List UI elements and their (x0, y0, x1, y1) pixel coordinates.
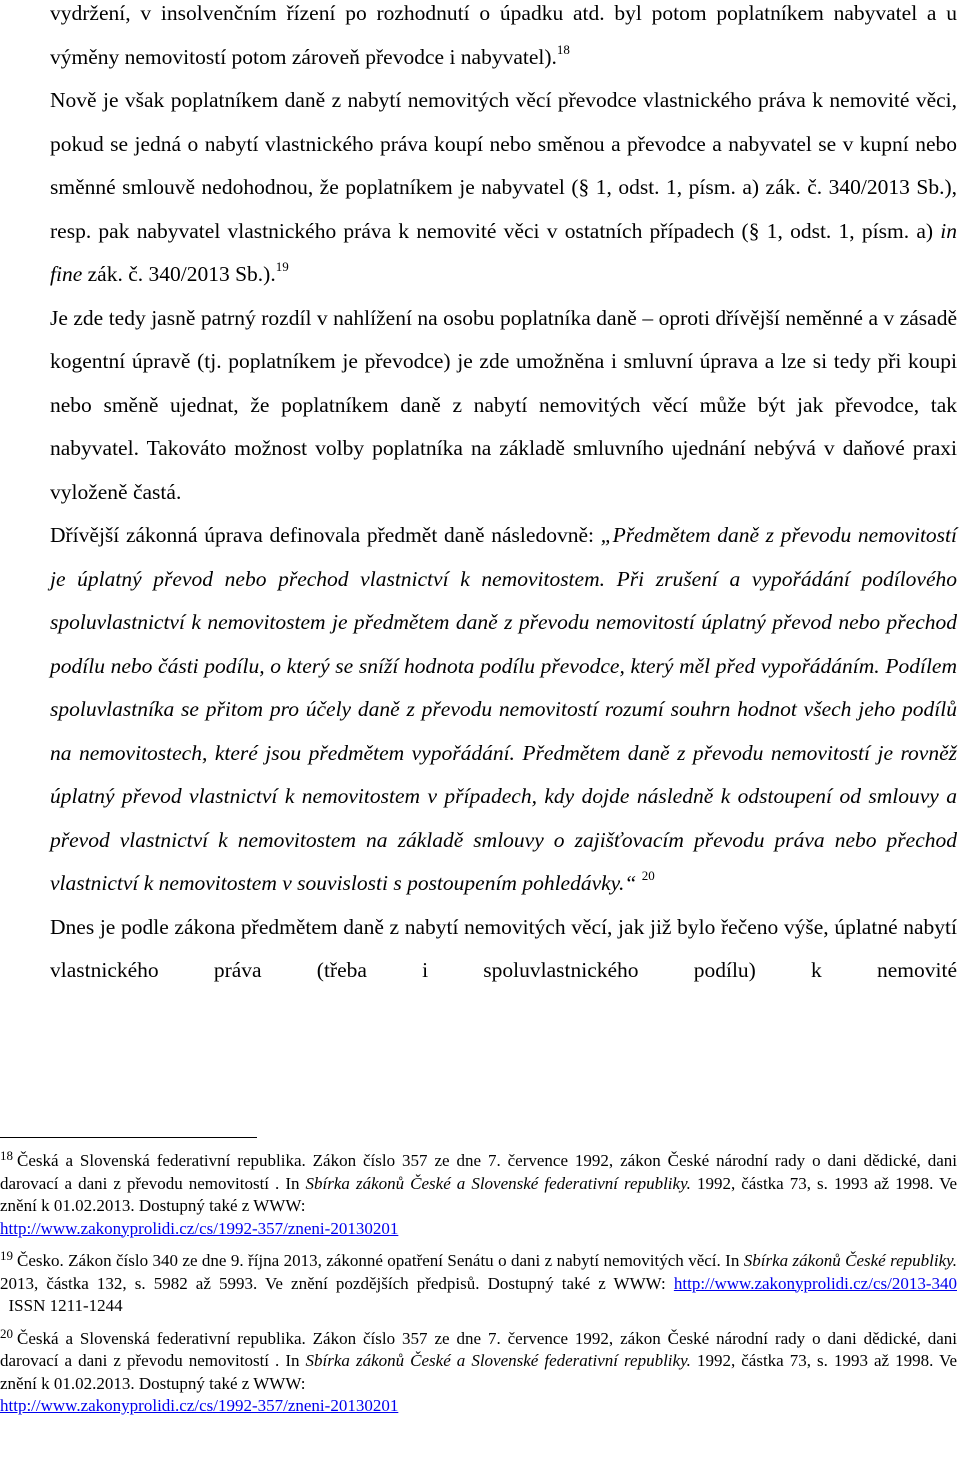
paragraph-4-text: Dřívější zákonná úprava definovala předmět daně následovně: (50, 523, 601, 547)
footnote-text-a: Česká a Slovenská federativní republika. Zákon číslo 357 ze dne 7. července 1992, zákon České národní rady o dani dědické, dani darovací a dani z převodu nemovitostí . In (0, 1328, 957, 1370)
paragraph-3 (50, 297, 957, 515)
paragraph-5 (50, 906, 957, 993)
footnote-source-italic: Sbírka zákonů České a Slovenské federativní republiky. (305, 1351, 691, 1370)
footnote-20 (0, 1325, 958, 1418)
footnotes-section (0, 1137, 957, 1418)
footnote-source-italic: Sbírka zákonů České a Slovenské federativní republiky. (305, 1173, 691, 1193)
footnote-text-a: Česko. Zákon číslo 340 ze dne 9. října 2013, zákonné opatření Senátu o dani z nabytí nemovitých věcí. In (17, 1251, 744, 1270)
footnote-ref-18[interactable]: 18 (556, 41, 570, 57)
footnote-number: 20 (0, 1325, 13, 1341)
paragraph-5-text: Dnes je podle zákona předmětem daně z nabytí nemovitých věcí, jak již bylo řečeno výše, úplatné nabytí vlastnického práva (třeba i spoluvlastnického podílu) k nemovité (50, 914, 957, 982)
paragraph-2-text-b: zák. č. 340/2013 Sb.). (82, 262, 276, 286)
footnote-19 (0, 1250, 957, 1318)
footnote-text-b: 1992, částka 73, s. 1993 až 1998. Ve znění k 01.02.2013. Dostupný také z WWW: (0, 1173, 958, 1215)
footnote-tail: ISSN 1211-1244 (0, 1296, 123, 1315)
footnote-18 (0, 1150, 957, 1240)
paragraph-4 (50, 514, 957, 906)
footnote-link[interactable]: http://www.zakonyprolidi.cz/cs/1992-357/zneni-20130201 (0, 1218, 399, 1238)
footnote-ref-20[interactable]: 20 (641, 868, 655, 883)
paragraph-3-text: Je zde tedy jasně patrný rozdíl v nahlížení na osobu poplatníka daně – oproti dřívější neměnné a v zásadě kogentní úpravě (tj. poplatníkem je převodce) je zde umožněna i smluvní úprava a lze si tedy při koupi nebo směně ujednat, že poplatníkem daně z nabytí nemovitých věcí může být jak převodce, tak nabyvatel. Takováto možnost volby poplatníka na základě smluvního ujednání nebývá v daňové praxi vyloženě častá. (50, 305, 957, 504)
paragraph-1 (50, 0, 957, 79)
footnote-number: 18 (0, 1148, 13, 1163)
paragraph-2 (50, 79, 957, 297)
paragraph-2-italic: in fine (50, 218, 957, 286)
paragraph-2-text-a: Nově je však poplatníkem daně z nabytí nemovitých věcí převodce vlastnického práva k nemovité věci, pokud se jedná o nabytí vlastnického práva koupí nebo směnou a převodce a nabyvatel se v kupní nebo směnné smlouvě nedohodnou, že poplatníkem je nabyvatel (§ 1, odst. 1, písm. a) zák. č. 340/2013 Sb.), resp. pak nabyvatel vlastnického práva k nemovité věci v ostatních případech (§ 1, odst. 1, písm. a) (50, 88, 957, 243)
footnote-text-b: 1992, částka 73, s. 1993 až 1998. Ve znění k 01.02.2013. Dostupný také z WWW: (0, 1351, 958, 1393)
footnote-text-a: Česká a Slovenská federativní republika. Zákon číslo 357 ze dne 7. července 1992, zákon České národní rady o dani dědické, dani darovací a dani z převodu nemovitostí . In (0, 1151, 957, 1193)
footnote-link[interactable]: http://www.zakonyprolidi.cz/cs/1992-357/zneni-20130201 (0, 1396, 399, 1415)
footnote-source-italic: Sbírka zákonů České republiky. (743, 1251, 957, 1270)
footnote-ref-19[interactable]: 19 (275, 259, 289, 274)
footnote-text-b: 2013, částka 132, s. 5982 až 5993. Ve znění pozdějších předpisů. Dostupný také z WWW: (0, 1273, 674, 1293)
footnote-link[interactable]: http://www.zakonyprolidi.cz/cs/2013-340 (673, 1273, 957, 1293)
footnote-number: 19 (0, 1248, 13, 1263)
paragraph-4-quote: „Předmětem daně z převodu nemovitostí je úplatný převod nebo přechod vlastnictví k nemovitostem. Při zrušení a vypořádání podílového spoluvlastnictví k nemovitostem je předmětem daně z převodu nemovitostí úplatný převod nebo přechod podílu nebo části podílu, o který se sníží hodnota podílu převodce, který měl před vypořádáním. Podílem spoluvlastníka se přitom pro účely daně z převodu nemovitostí rozumí souhrn hodnot všech jeho podílů na nemovitostech, které jsou předmětem vypořádání. Předmětem daně z převodu nemovitostí je rovněž úplatný převod vlastnictví k nemovitostem v případech, kdy dojde následně k odstoupení od smlouvy a převod vlastnictví k nemovitostem na základě smlouvy o zajišťovacím převodu práva nebo přechod vlastnictví k nemovitostem v souvislosti s postoupením pohledávky.“ (50, 523, 957, 895)
paragraph-1-text: vydržení, v insolvenčním řízení po rozhodnutí o úpadku atd. byl potom poplatníkem nabyvatel a u výměny nemovitostí potom zároveň převodce i nabyvatel). (50, 1, 957, 69)
document-page (50, 0, 957, 993)
